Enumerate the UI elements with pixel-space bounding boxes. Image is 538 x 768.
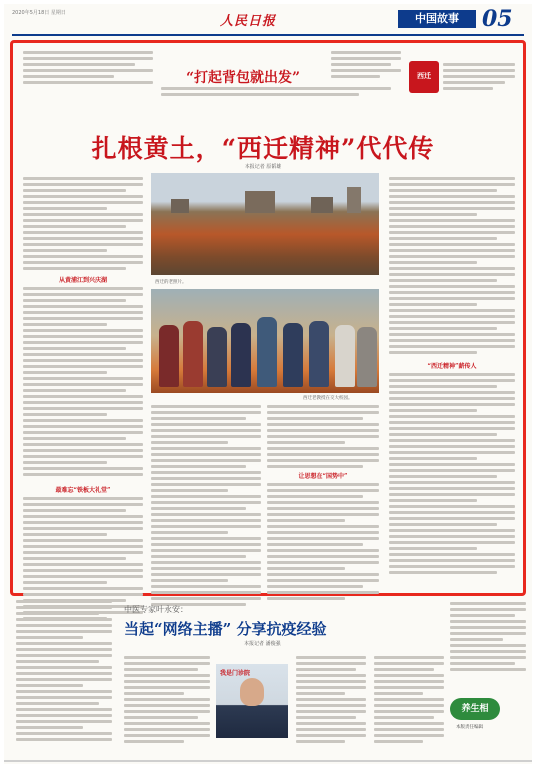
portrait-tag: 我是门诊院: [220, 670, 251, 677]
body-column-right: [389, 177, 515, 357]
page-number: 05: [482, 6, 513, 32]
lower-byline: 本报记者 潘俊强: [244, 641, 281, 647]
feature-article-frame: [10, 40, 526, 596]
photo2-caption: 西迁老教授在交大校园。: [303, 396, 353, 401]
campus-aerial-photo: [151, 173, 379, 275]
doctor-portrait-photo: [216, 664, 288, 738]
lower-body-mid-right: [296, 656, 366, 746]
newspaper-page: [4, 4, 532, 764]
bottom-rule: [4, 760, 532, 762]
feature-headline: 扎根黄土，“西迁精神”代代传: [91, 134, 435, 163]
subhead-1: 从黄浦江到兴庆湖: [58, 277, 107, 284]
photo1-caption: 西迁的老照片。: [155, 280, 187, 285]
health-column-badge: 养生相: [450, 698, 500, 720]
section-badge: 中国故事: [398, 10, 476, 28]
subhead-3: 让思想在“国势中”: [298, 473, 348, 480]
issue-date: 2020年5月18日 星期日: [12, 10, 66, 16]
body-column-mid-left: [151, 405, 261, 609]
intro-text-center: [161, 87, 391, 99]
intro-text-right: [331, 51, 401, 81]
top-rule: [12, 34, 524, 36]
lower-body-left: [16, 600, 112, 744]
paper-name: 人民日报: [220, 14, 277, 29]
lower-body-mid-left: [124, 656, 210, 746]
lower-body-right: [374, 656, 444, 746]
feature-logo-seal: 西迁: [409, 61, 439, 93]
body-column-mid-right-2: [267, 483, 379, 603]
feature-kicker: “打起背包就出发”: [185, 70, 301, 86]
feature-byline: 本报记者 原韬雄: [244, 164, 282, 170]
lower-headline: 当起“网络主播” 分享抗疫经验: [124, 620, 327, 638]
lower-body-far-right: [450, 602, 526, 674]
logo-caption: [443, 63, 515, 93]
lower-kicker: 中医专家叶永安：: [124, 605, 188, 614]
body-column-right-2: [389, 373, 515, 577]
editor-credit: 本版责任编辑: [456, 725, 483, 730]
professors-group-photo: [151, 289, 379, 393]
body-column-left: [23, 177, 143, 273]
intro-text-left: [23, 51, 153, 87]
portrait-head: [240, 678, 264, 706]
body-column-mid-right: [267, 405, 379, 471]
subhead-4: “西迁精神”薪传人: [427, 363, 477, 370]
body-column-left-2: [23, 287, 143, 479]
subhead-2: 最难忘“铁板大礼堂”: [55, 487, 111, 494]
masthead: [12, 8, 524, 34]
